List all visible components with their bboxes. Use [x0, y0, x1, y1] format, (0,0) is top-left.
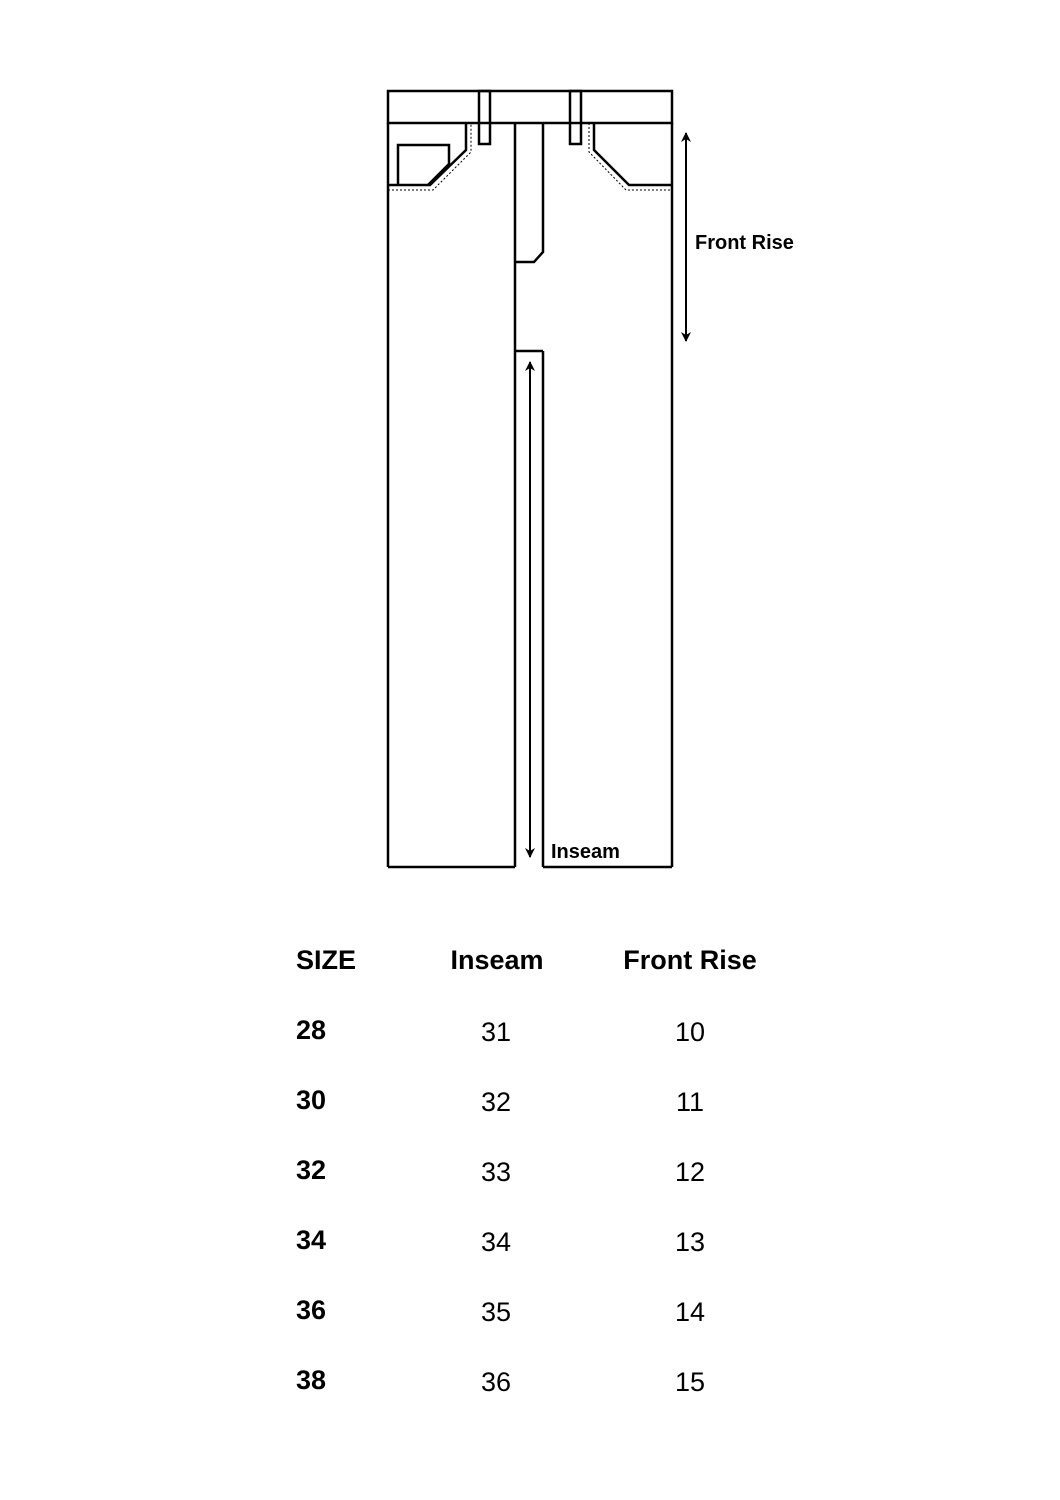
front-rise-cell: 15: [674, 1367, 706, 1397]
waistband: [388, 91, 672, 123]
belt-loop-right: [570, 91, 581, 144]
front-rise-cell: 14: [674, 1297, 706, 1327]
fly: [515, 123, 543, 351]
front-rise-cell: 13: [674, 1227, 706, 1257]
size-cell: 30: [296, 1085, 327, 1115]
inseam-header: Inseam: [450, 945, 544, 975]
coin-pocket: [398, 145, 449, 185]
front-rise-header: Front Rise: [623, 945, 757, 975]
inseam-cell: 35: [480, 1297, 512, 1327]
pocket-stitching: [388, 123, 672, 190]
size-header: SIZE: [296, 945, 357, 975]
front-rise-cell: 12: [674, 1157, 706, 1187]
front-rise-cell: 11: [675, 1087, 705, 1117]
belt-loop-left: [479, 91, 490, 144]
front-rise-label: Front Rise: [695, 232, 794, 254]
size-cell: 38: [296, 1365, 327, 1395]
size-cell: 32: [296, 1155, 327, 1185]
size-cell: 36: [296, 1295, 327, 1325]
inseam-label: Inseam: [551, 841, 620, 863]
inseam-cell: 32: [480, 1087, 512, 1117]
inseam-cell: 34: [480, 1227, 512, 1257]
left-pocket: [388, 123, 466, 185]
front-rise-cell: 10: [674, 1017, 706, 1047]
inseam-cell: 33: [480, 1157, 512, 1187]
inseam-cell: 36: [480, 1367, 512, 1397]
size-cell: 28: [296, 1015, 327, 1045]
right-pocket: [594, 123, 672, 185]
size-cell: 34: [296, 1225, 327, 1255]
inseam-cell: 31: [480, 1017, 512, 1047]
